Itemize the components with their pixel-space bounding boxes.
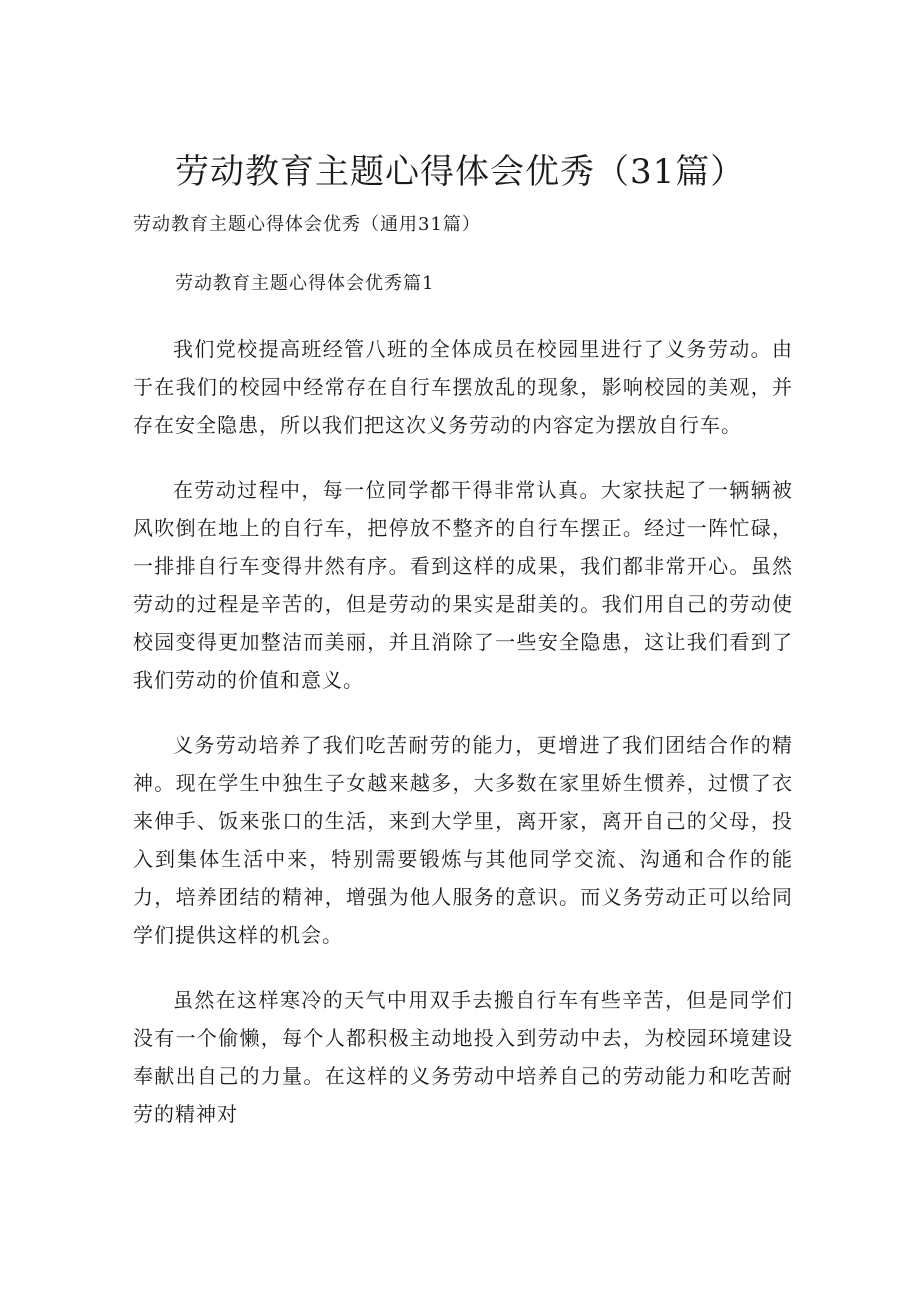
- paragraph-1: 我们党校提高班经管八班的全体成员在校园里进行了义务劳动。由于在我们的校园中经常存在自行车摆放乱的现象，影响校园的美观，并存在安全隐患，所以我们把这次义务劳动的内容定为摆放自行车。: [133, 337, 793, 437]
- document-title: 劳动教育主题心得体会优秀（31篇）: [175, 152, 746, 192]
- paragraph-4: 虽然在这样寒冷的天气中用双手去搬自行车有些辛苦，但是同学们没有一个偷懒，每个人都积极主动地投入到劳动中去，为校园环境建设奉献出自己的力量。在这样的义务劳动中培养自己的劳动能力和吃苦耐劳的精神对: [133, 988, 793, 1126]
- document-subtitle: 劳动教育主题心得体会优秀（通用31篇）: [133, 214, 481, 235]
- paragraph-2: 在劳动过程中，每一位同学都干得非常认真。大家扶起了一辆辆被风吹倒在地上的自行车，把停放不整齐的自行车摆正。经过一阵忙碌，一排排自行车变得井然有序。看到这样的成果，我们都非常开心。虽然劳动的过程是辛苦的，但是劳动的果实是甜美的。我们用自己的劳动使校园变得更加整洁而美丽，并且消除了一些安全隐患，这让我们看到了我们劳动的价值和意义。: [133, 478, 793, 692]
- section-heading: 劳动教育主题心得体会优秀篇1: [175, 273, 435, 294]
- paragraph-3: 义务劳动培养了我们吃苦耐劳的能力，更增进了我们团结合作的精神。现在学生中独生子女越来越多，大多数在家里娇生惯养，过惯了衣来伸手、饭来张口的生活，来到大学里，离开家，离开自己的父母，投入到集体生活中来，特别需要锻炼与其他同学交流、沟通和合作的能力，培养团结的精神，增强为他人服务的意识。而义务劳动正可以给同学们提供这样的机会。: [133, 733, 793, 947]
- body-text: [133, 330, 793, 1160]
